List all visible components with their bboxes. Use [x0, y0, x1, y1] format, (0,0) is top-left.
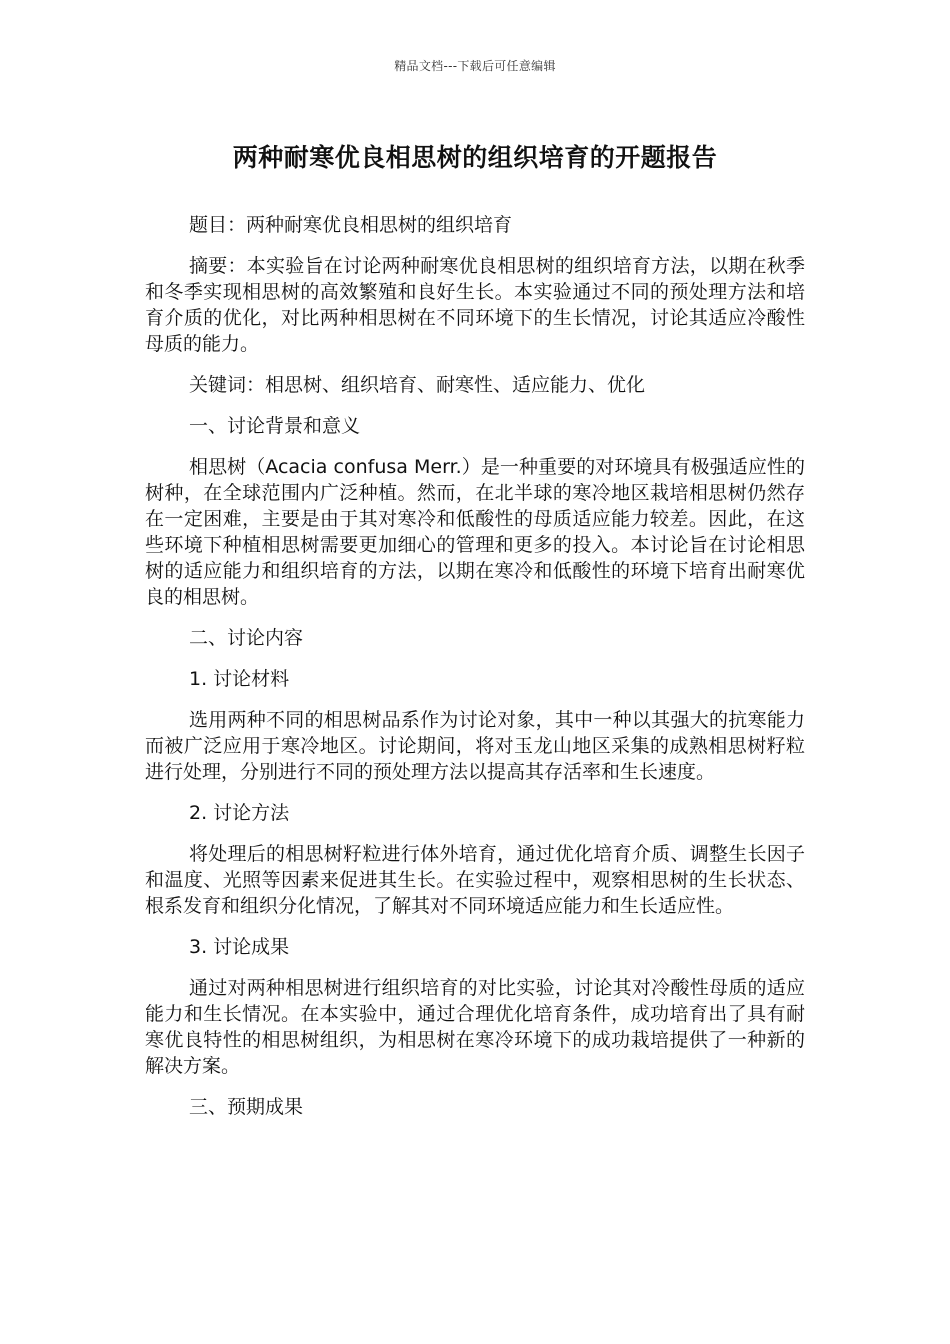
abstract-paragraph: 摘要：本实验旨在讨论两种耐寒优良相思树的组织培育方法，以期在秋季和冬季实现相思树的高效繁殖和良好生长。本实验通过不同的预处理方法和培育介质的优化，对比两种相思树在不同环境下的生长情况，讨论其适应冷酸性母质的能力。	[145, 255, 805, 355]
background-paragraph: 相思树（Acacia confusa Merr.）是一种重要的对环境具有极强适应性的树种，在全球范围内广泛种植。然而，在北半球的寒冷地区栽培相思树仍然存在一定困难，主要是由于其对寒冷和低酸性的母质适应能力较差。因此，在这些环境下种植相思树需要更加细心的管理和更多的投入。本讨论旨在讨论相思树的适应能力和组织培育的方法，以期在寒冷和低酸性的环境下培育出耐寒优良的相思树。	[145, 456, 805, 608]
keywords-line: 关键词：相思树、组织培育、耐寒性、适应能力、优化	[189, 374, 646, 396]
topic-line: 题目：两种耐寒优良相思树的组织培育	[189, 214, 513, 236]
document-body	[145, 212, 805, 1135]
subsection-heading-materials: 1. 讨论材料	[189, 668, 290, 690]
subsection-heading-results: 3. 讨论成果	[189, 936, 290, 958]
materials-paragraph: 选用两种不同的相思树品系作为讨论对象，其中一种以其强大的抗寒能力而被广泛应用于寒冷地区。讨论期间，将对玉龙山地区采集的成熟相思树籽粒进行处理，分别进行不同的预处理方法以提高其存活率和生长速度。	[145, 709, 805, 783]
section-heading-background: 一、讨论背景和意义	[189, 415, 361, 437]
header-note: 精品文档---下载后可任意编辑	[394, 59, 556, 73]
subsection-heading-methods: 2. 讨论方法	[189, 802, 290, 824]
methods-paragraph: 将处理后的相思树籽粒进行体外培育，通过优化培育介质、调整生长因子和温度、光照等因素来促进其生长。在实验过程中，观察相思树的生长状态、根系发育和组织分化情况，了解其对不同环境适应能力和生长适应性。	[145, 843, 805, 917]
section-heading-content: 二、讨论内容	[189, 627, 304, 649]
document-title: 两种耐寒优良相思树的组织培育的开题报告	[232, 143, 718, 172]
section-heading-expected: 三、预期成果	[189, 1096, 304, 1118]
results-paragraph: 通过对两种相思树进行组织培育的对比实验，讨论其对冷酸性母质的适应能力和生长情况。在本实验中，通过合理优化培育条件，成功培育出了具有耐寒优良特性的相思树组织，为相思树在寒冷环境下的成功栽培提供了一种新的解决方案。	[145, 977, 805, 1077]
